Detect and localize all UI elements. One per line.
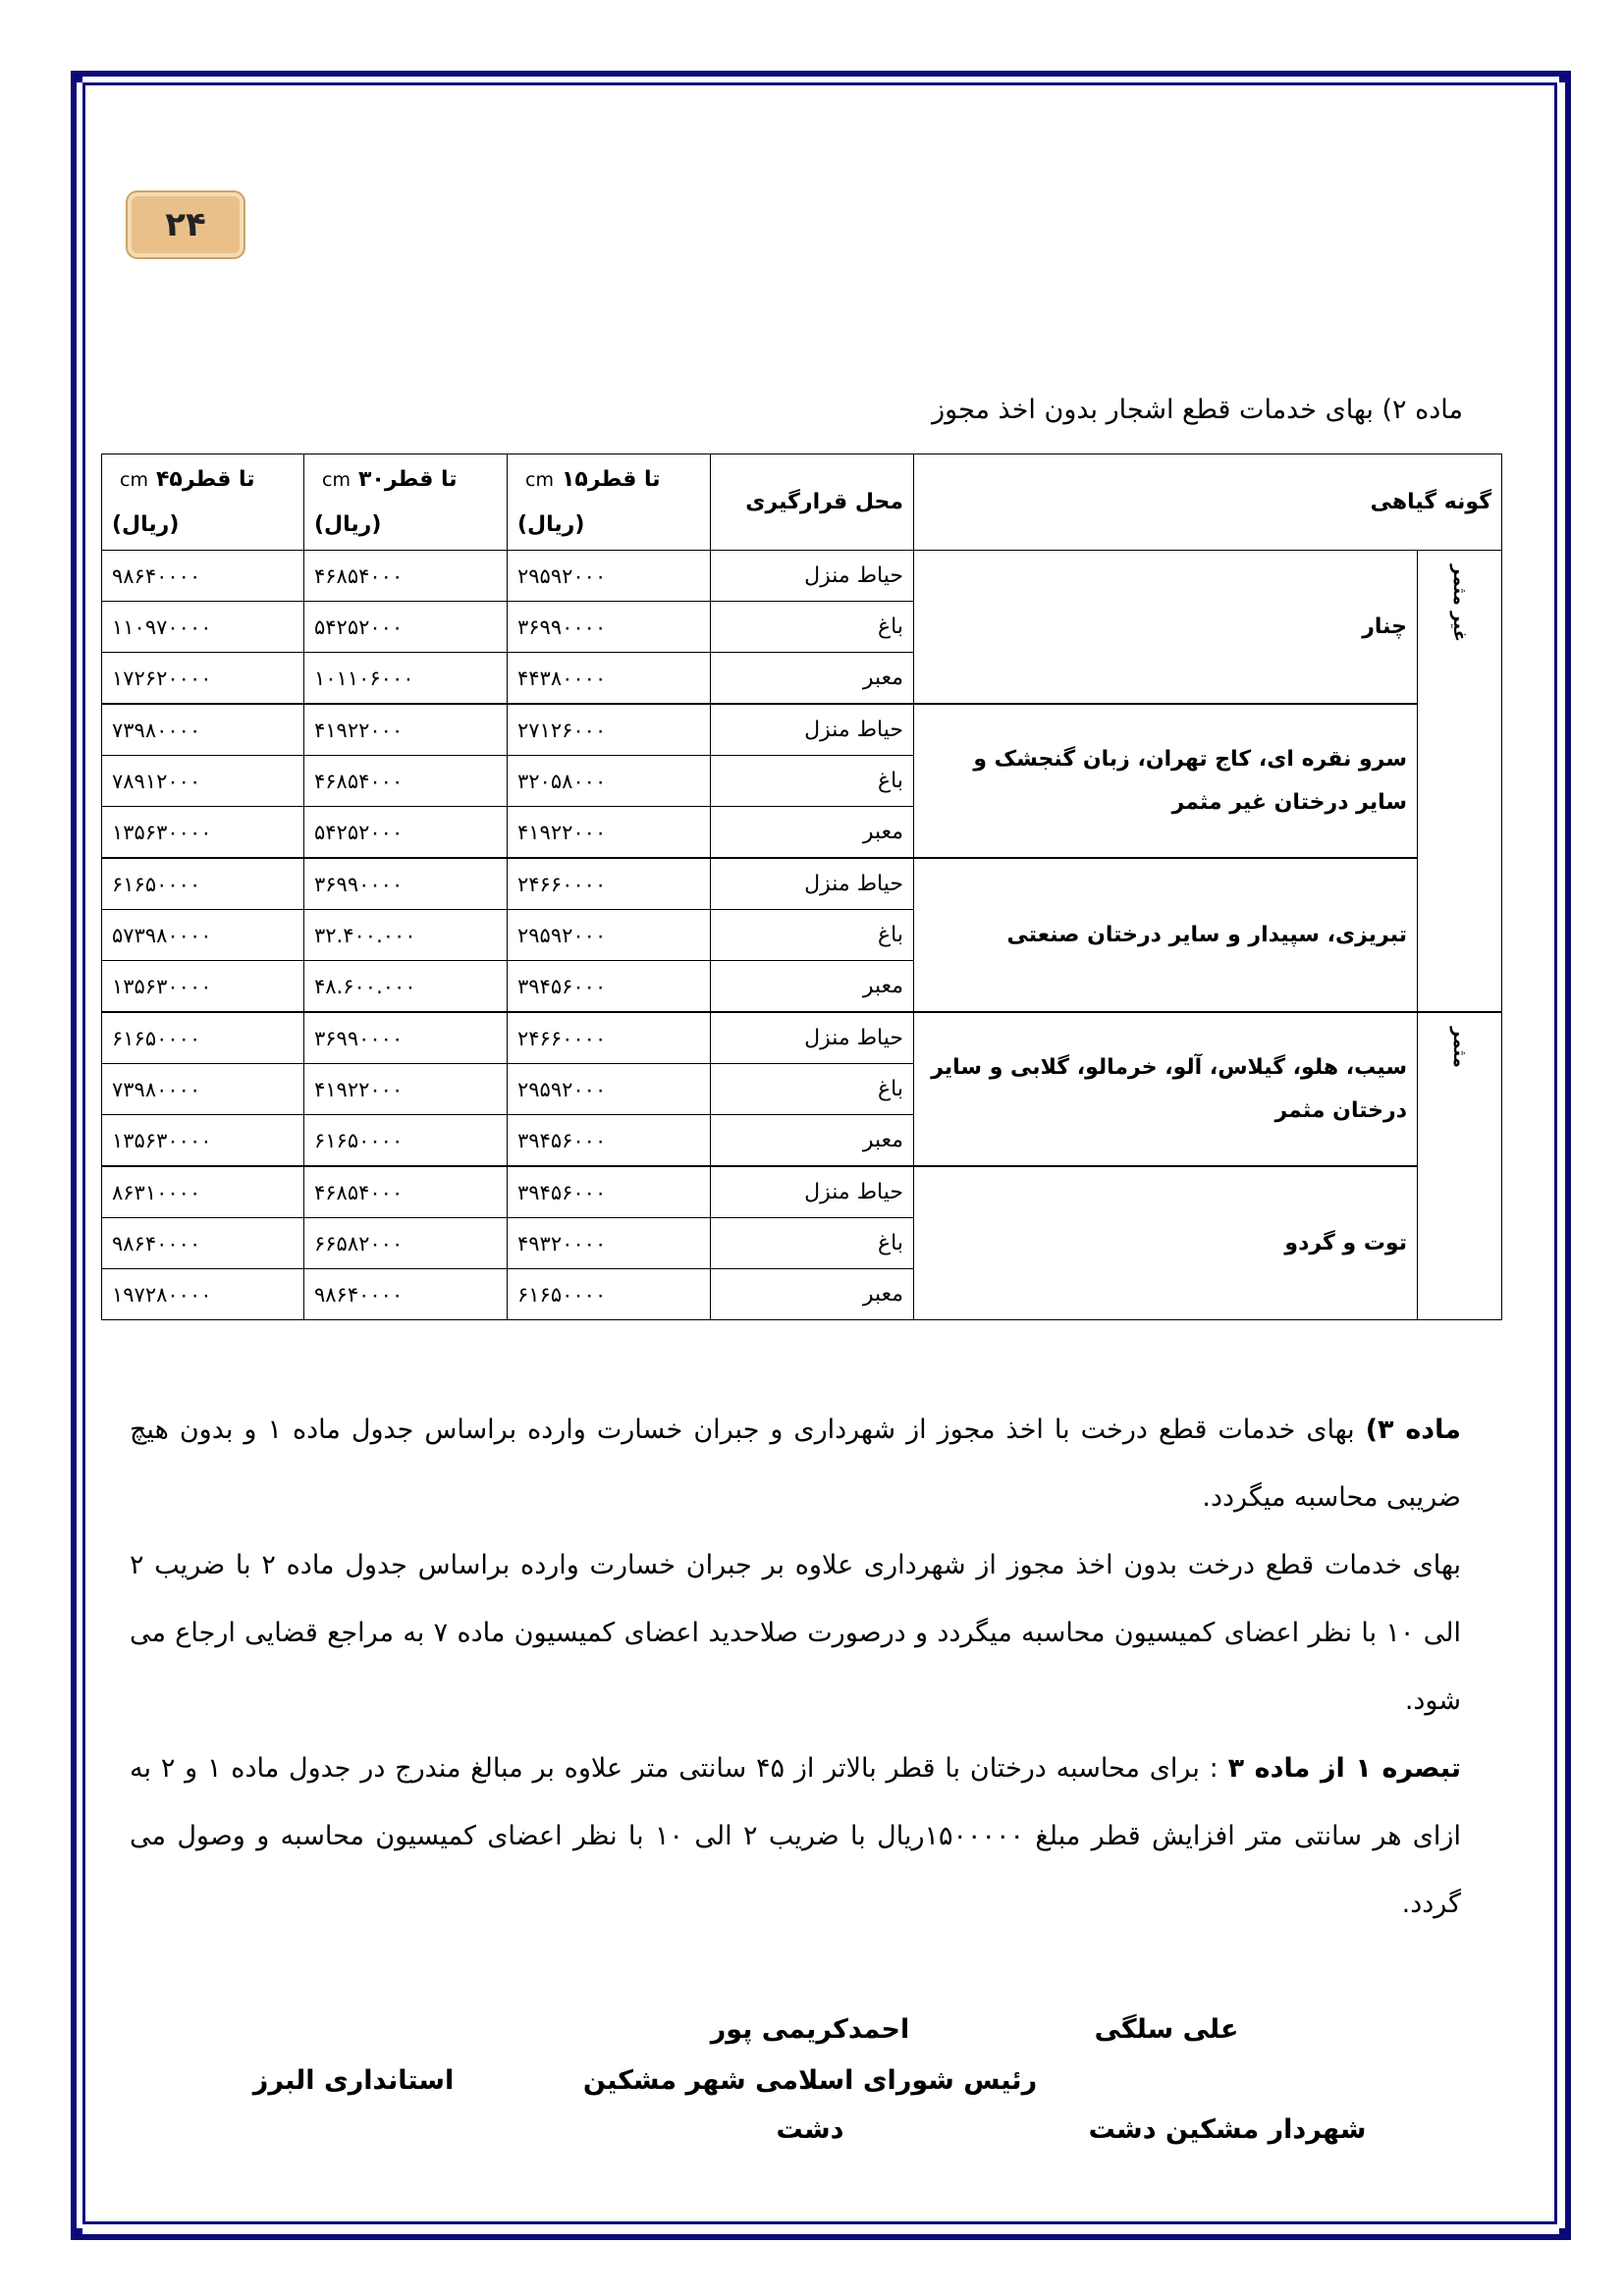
location-cell: باغ	[711, 602, 914, 653]
price-30-cell: ۶۱۶۵۰۰۰۰	[304, 1115, 508, 1167]
price-15-cell: ۳۹۴۵۶۰۰۰	[508, 961, 711, 1013]
location-cell: حیاط منزل	[711, 704, 914, 756]
location-cell: معبر	[711, 961, 914, 1013]
table-row	[102, 1166, 1502, 1218]
price-15-cell: ۳۲۰۵۸۰۰۰	[508, 756, 711, 807]
unlicensed-cutting-paragraph: بهای خدمات قطع درخت بدون اخذ مجوز از شهرداری علاوه بر جبران خسارت وارده براساس جدول ماده ۲ با ضریب ۲ الی ۱۰ با نظر اعضای کمیسیون محاسبه میگردد و درصورت صلاحدید اعضای کمیسیون ماده ۷ به مراجع قضایی ارجاع می شود.	[130, 1550, 1461, 1716]
border-corner	[1559, 71, 1571, 82]
header-diameter-30: تا قطرcm ۳۰ (ریال)	[304, 454, 508, 551]
price-30-cell: ۵۴۲۵۲۰۰۰	[304, 807, 508, 859]
location-cell: معبر	[711, 653, 914, 705]
price-15-cell: ۲۴۶۶۰۰۰۰	[508, 1012, 711, 1064]
table-row	[102, 551, 1502, 602]
border-corner	[71, 2228, 82, 2240]
header-species: گونه گیاهی	[914, 454, 1502, 551]
body-text	[130, 1396, 1461, 1938]
location-cell: باغ	[711, 1064, 914, 1115]
price-45-cell: ۶۱۶۵۰۰۰۰	[102, 858, 304, 910]
price-15-cell: ۴۱۹۲۲۰۰۰	[508, 807, 711, 859]
price-30-cell: ۴۸.۶۰۰.۰۰۰	[304, 961, 508, 1013]
species-cell: تبریزی، سپیدار و سایر درختان صنعتی	[914, 858, 1418, 1012]
price-15-cell: ۶۱۶۵۰۰۰۰	[508, 1269, 711, 1320]
price-45-cell: ۶۱۶۵۰۰۰۰	[102, 1012, 304, 1064]
price-45-cell: ۸۶۳۱۰۰۰۰	[102, 1166, 304, 1218]
price-30-cell: ۶۶۵۸۲۰۰۰	[304, 1218, 508, 1269]
header-diameter-15: تا قطرcm ۱۵ (ریال)	[508, 454, 711, 551]
category-non-fruit: غیر مثمر	[1418, 551, 1502, 1013]
table-row	[102, 1012, 1502, 1064]
location-cell: باغ	[711, 1218, 914, 1269]
price-45-cell: ۷۳۹۸۰۰۰۰	[102, 1064, 304, 1115]
location-cell: معبر	[711, 1269, 914, 1320]
price-45-cell: ۷۸۹۱۲۰۰۰	[102, 756, 304, 807]
note-1-paragraph: تبصره ۱ از ماده ۳ : برای محاسبه درختان با قطر بالاتر از ۴۵ سانتی متر علاوه بر مبالغ مندرج در جدول ماده ۱ و ۲ به ازای هر سانتی متر افزایش قطر مبلغ ۱۵۰۰۰۰۰ریال با ضریب ۲ الی ۱۰ با نظر اعضای کمیسیون محاسبه و وصول می گردد.	[130, 1753, 1461, 1919]
border-corner	[1559, 2228, 1571, 2240]
border-corner	[71, 71, 82, 82]
species-cell: توت و گردو	[914, 1166, 1418, 1320]
price-45-cell: ۹۸۶۴۰۰۰۰	[102, 551, 304, 602]
price-30-cell: ۳۲.۴۰۰.۰۰۰	[304, 910, 508, 961]
location-cell: باغ	[711, 756, 914, 807]
price-45-cell: ۹۸۶۴۰۰۰۰	[102, 1218, 304, 1269]
species-cell: چنار	[914, 551, 1418, 705]
species-cell: سیب، هلو، گیلاس، آلو، خرمالو، گلابی و سایر درختان مثمر	[914, 1012, 1418, 1166]
mayor-signature-name: علی سلگی	[1094, 2014, 1239, 2045]
location-cell: حیاط منزل	[711, 551, 914, 602]
price-45-cell: ۷۳۹۸۰۰۰۰	[102, 704, 304, 756]
price-45-cell: ۱۳۵۶۳۰۰۰۰	[102, 961, 304, 1013]
council-signature-title-2: دشت	[776, 2114, 844, 2145]
price-30-cell: ۹۸۶۴۰۰۰۰	[304, 1269, 508, 1320]
price-45-cell: ۱۳۵۶۳۰۰۰۰	[102, 807, 304, 859]
table-header-row	[102, 454, 1502, 551]
price-30-cell: ۵۴۲۵۲۰۰۰	[304, 602, 508, 653]
section-heading: ماده ۲) بهای خدمات قطع اشجار بدون اخذ مجوز	[932, 395, 1463, 425]
price-30-cell: ۴۶۸۵۴۰۰۰	[304, 756, 508, 807]
price-30-cell: ۴۱۹۲۲۰۰۰	[304, 1064, 508, 1115]
article-3-paragraph: ماده ۳) بهای خدمات قطع درخت با اخذ مجوز از شهرداری و جبران خسارت وارده براساس جدول ماده ۱ و بدون هیچ ضریبی محاسبه میگردد.	[130, 1415, 1461, 1513]
price-15-cell: ۴۹۳۲۰۰۰۰	[508, 1218, 711, 1269]
price-15-cell: ۲۹۵۹۲۰۰۰	[508, 551, 711, 602]
tree-cutting-fee-table	[101, 454, 1502, 1320]
price-30-cell: ۴۶۸۵۴۰۰۰	[304, 1166, 508, 1218]
location-cell: حیاط منزل	[711, 1012, 914, 1064]
mayor-signature-title: شهردار مشکین دشت	[1088, 2114, 1367, 2145]
price-30-cell: ۳۶۹۹۰۰۰۰	[304, 858, 508, 910]
price-45-cell: ۱۹۷۲۸۰۰۰۰	[102, 1269, 304, 1320]
price-45-cell: ۱۷۲۶۲۰۰۰۰	[102, 653, 304, 705]
price-15-cell: ۳۹۴۵۶۰۰۰	[508, 1166, 711, 1218]
page-number: ۲۴	[165, 205, 206, 244]
category-fruit: مثمر	[1418, 1012, 1502, 1320]
location-cell: معبر	[711, 1115, 914, 1167]
header-diameter-45: تا قطرcm ۴۵ (ریال)	[102, 454, 304, 551]
price-15-cell: ۲۹۵۹۲۰۰۰	[508, 1064, 711, 1115]
page-number-badge	[126, 190, 245, 259]
price-45-cell: ۱۳۵۶۳۰۰۰۰	[102, 1115, 304, 1167]
header-location: محل قرارگیری	[711, 454, 914, 551]
price-15-cell: ۲۴۶۶۰۰۰۰	[508, 858, 711, 910]
location-cell: حیاط منزل	[711, 1166, 914, 1218]
location-cell: معبر	[711, 807, 914, 859]
price-15-cell: ۳۹۴۵۶۰۰۰	[508, 1115, 711, 1167]
location-cell: حیاط منزل	[711, 858, 914, 910]
price-15-cell: ۳۶۹۹۰۰۰۰	[508, 602, 711, 653]
price-15-cell: ۲۷۱۲۶۰۰۰	[508, 704, 711, 756]
price-30-cell: ۳۶۹۹۰۰۰۰	[304, 1012, 508, 1064]
council-signature-title: رئیس شورای اسلامی شهر مشکین	[582, 2065, 1038, 2096]
price-45-cell: ۱۱۰۹۷۰۰۰۰	[102, 602, 304, 653]
price-30-cell: ۴۱۹۲۲۰۰۰	[304, 704, 508, 756]
table-row	[102, 858, 1502, 910]
price-15-cell: ۲۹۵۹۲۰۰۰	[508, 910, 711, 961]
council-signature-name: احمدکریمی پور	[710, 2014, 910, 2045]
price-15-cell: ۴۴۳۸۰۰۰۰	[508, 653, 711, 705]
price-30-cell: ۱۰۱۱۰۶۰۰۰	[304, 653, 508, 705]
price-30-cell: ۴۶۸۵۴۰۰۰	[304, 551, 508, 602]
price-45-cell: ۵۷۳۹۸۰۰۰۰	[102, 910, 304, 961]
location-cell: باغ	[711, 910, 914, 961]
governorate-signature: استانداری البرز	[252, 2065, 455, 2096]
species-cell: سرو نقره ای، کاج تهران، زبان گنجشک و سایر درختان غیر مثمر	[914, 704, 1418, 858]
table-row	[102, 704, 1502, 756]
